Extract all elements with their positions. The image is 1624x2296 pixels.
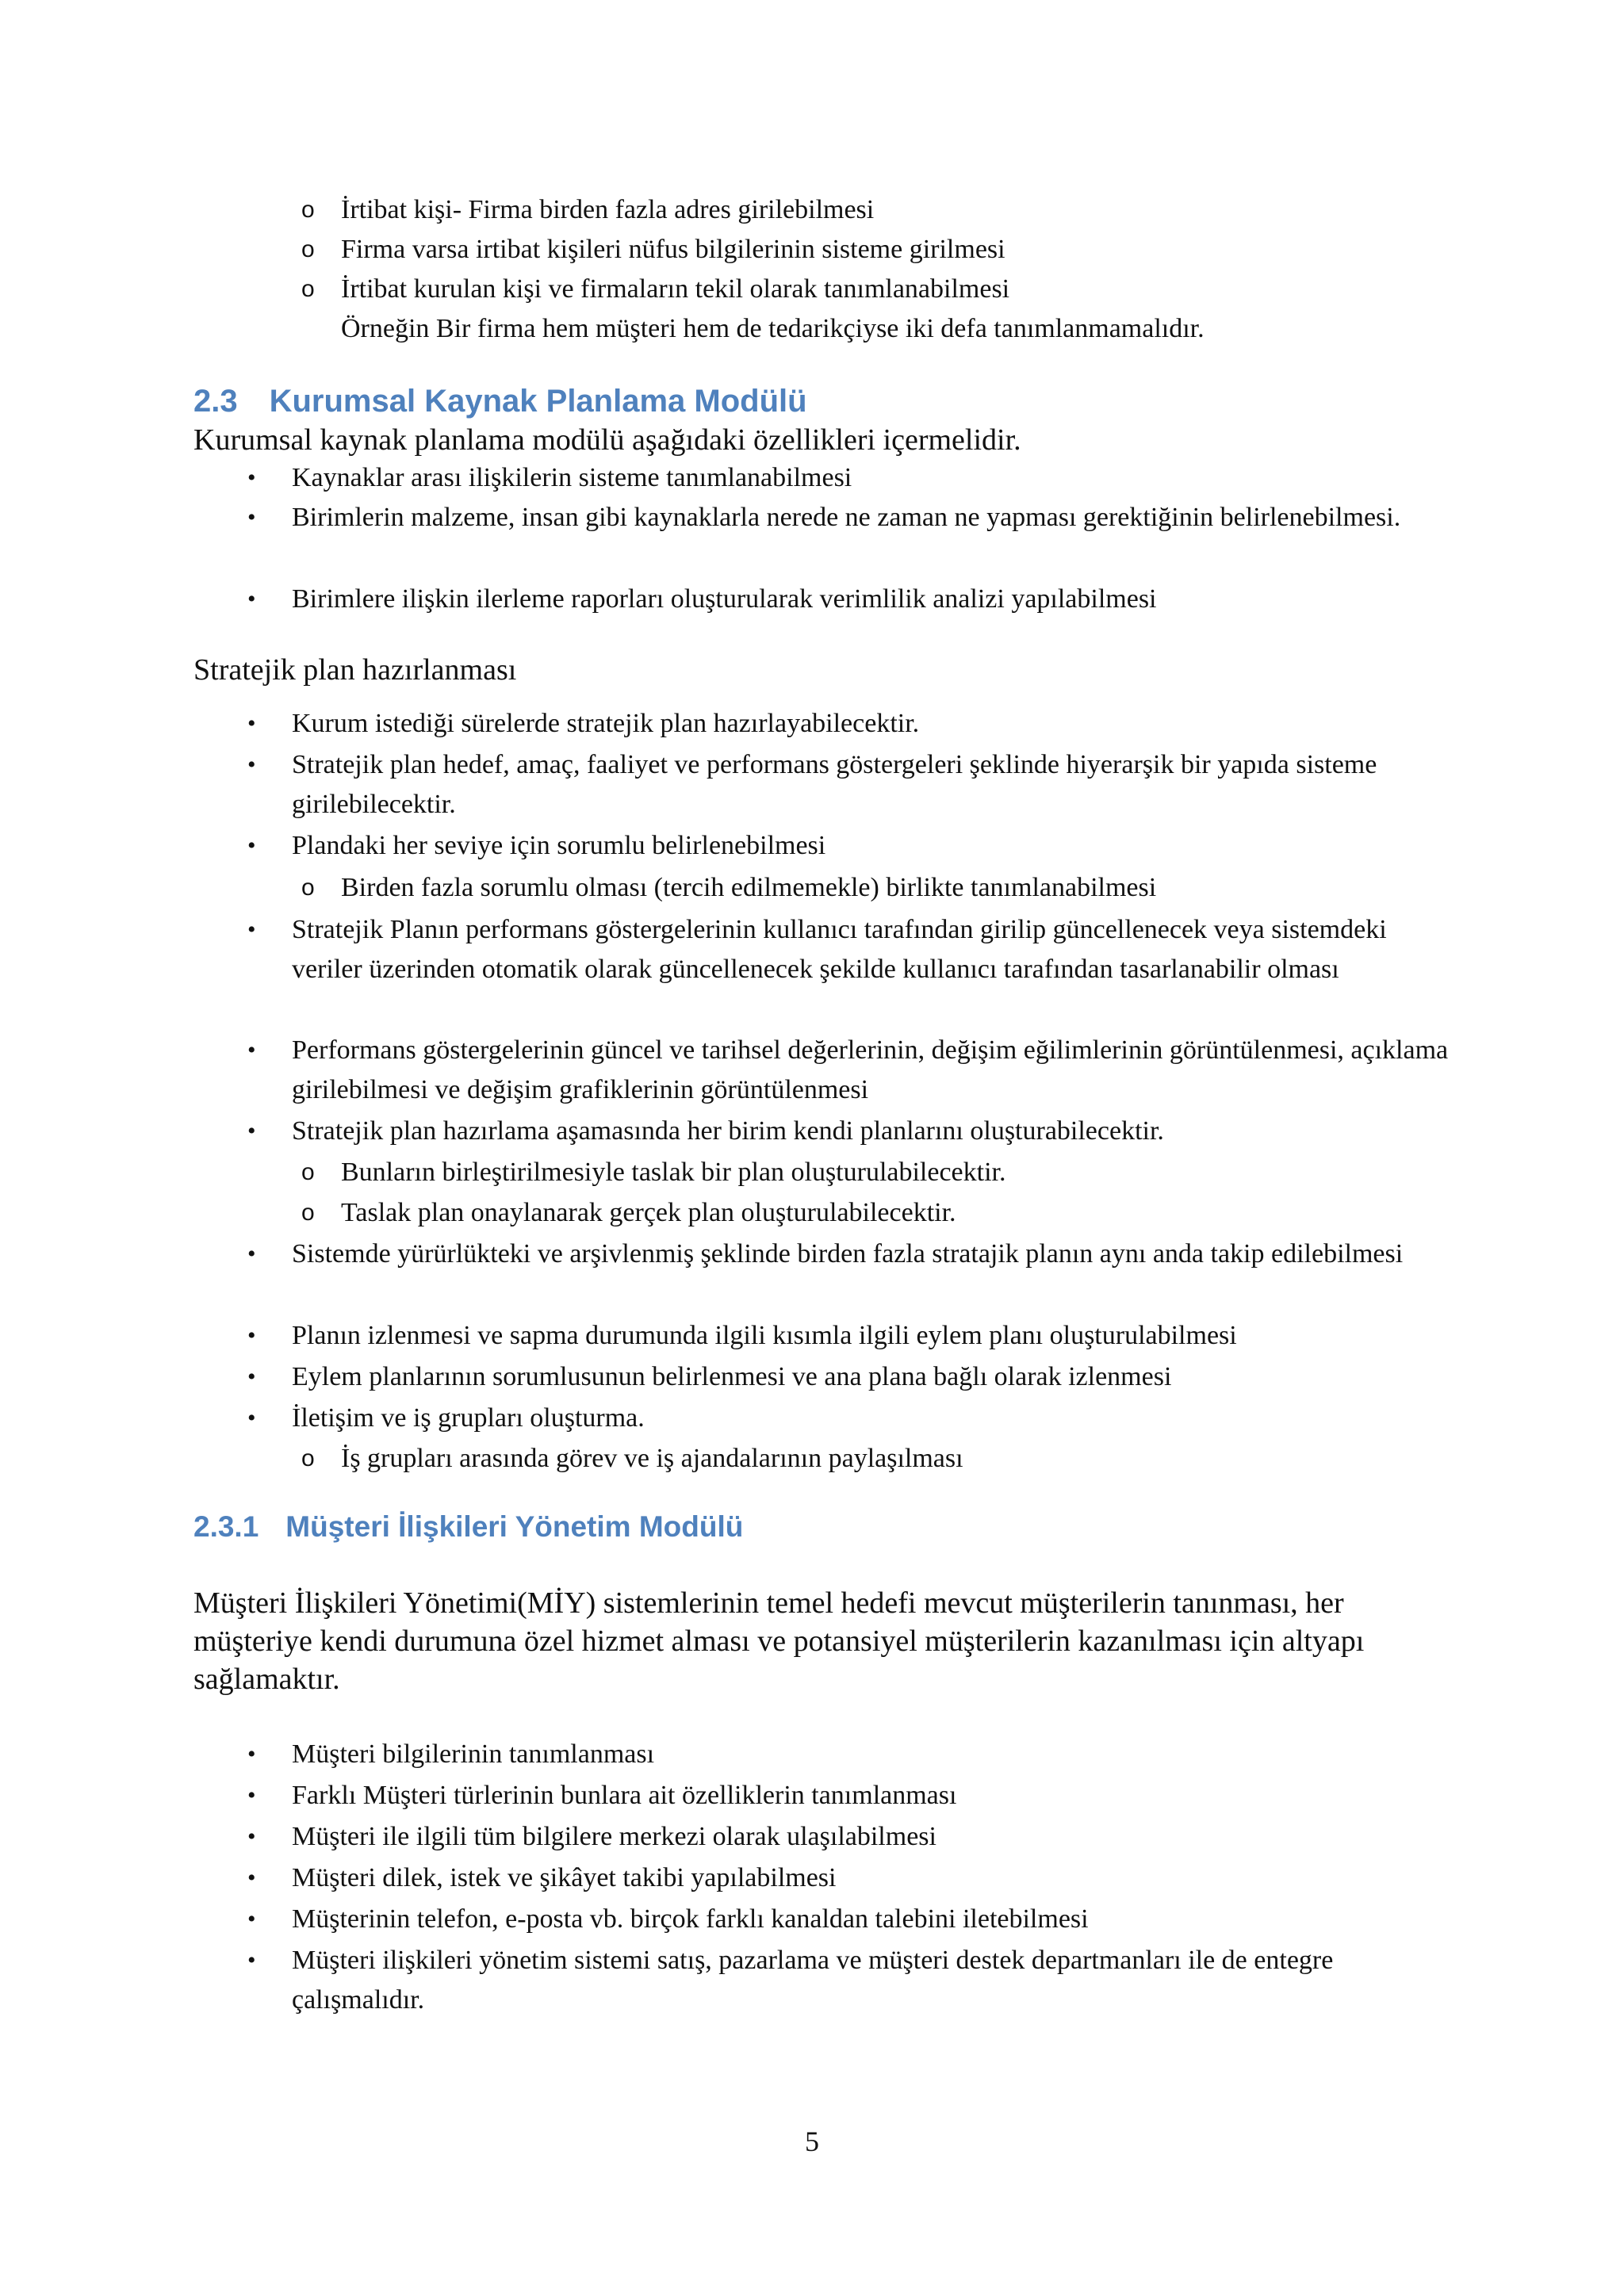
section-heading-2-3 [193,379,807,423]
list-item [247,1234,1450,1274]
list-item [247,498,1450,538]
sub-bullet-marker: o [301,1445,315,1471]
section-intro: Kurumsal kaynak planlama modülü aşağıdaki özellikleri içermelidir. [193,423,1021,457]
sub-bullet-marker: o [301,1159,315,1185]
list-item [247,1900,1450,1939]
sub-list-item [301,1153,1450,1192]
bullet-marker: • [247,1405,256,1431]
list-item [247,826,1450,866]
bullet-marker: • [247,1823,256,1850]
sub-list-item [301,1193,1450,1233]
top-note-text: Örneğin Bir firma hem müşteri hem de tedarikçiyse iki defa tanımlanmamalıdır. [341,314,1205,343]
top-sub-item [301,230,1450,270]
list-item-text: Farklı Müşteri türlerinin bunlara ait özelliklerin tanımlanması [292,1781,957,1810]
list-item [247,1399,1450,1438]
bullet-marker: • [247,1865,256,1891]
list-item-text: Stratejik plan hedef, amaç, faaliyet ve performans göstergeleri şeklinde hiyerarşik bir yapıda sisteme girilebilecektir. [292,750,1377,819]
top-sub-item [301,270,1450,309]
list-item-text: Stratejik Planın performans göstergelerinin kullanıcı tarafından girilip güncellenecek veya sistemdeki veriler üzerinden otomatik olarak güncellenecek şekilde kullanıcı tarafından tasarlanabilir olması [292,915,1387,984]
list-item [247,1776,1450,1816]
list-item [247,580,1450,619]
bullet-marker: • [247,1118,256,1144]
list-item-text: Sistemde yürürlükteki ve arşivlenmiş şeklinde birden fazla stratajik planın aynı anda takip edilebilmesi [292,1239,1404,1269]
sub-bullet-marker: o [301,197,315,223]
bullet-marker: • [247,465,256,491]
bullet-marker: • [247,916,256,943]
bullet-marker: • [247,504,256,530]
list-item [247,1817,1450,1857]
top-note [341,309,1450,349]
bullet-marker: • [247,1241,256,1267]
bullet-marker: • [247,1741,256,1767]
section-title: Kurumsal Kaynak Planlama Modülü [269,384,807,419]
list-item [247,1112,1450,1151]
page-number: 5 [805,2126,819,2157]
bullet-marker: • [247,1782,256,1808]
top-sub-item-text: İrtibat kurulan kişi ve firmaların tekil olarak tanımlanabilmesi [341,274,1010,304]
list-item [247,1031,1450,1110]
section-number: 2.3 [193,384,238,419]
section-intro: Müşteri İlişkileri Yönetimi(MİY) sistemlerinin temel hedefi mevcut müşterilerin tanınması, her müşteriye kendi durumuna özel hizmet alması ve potansiyel müşterilerin kazanılması için altyapı sağlamaktır. [193,1586,1365,1696]
bullet-marker: • [247,1322,256,1349]
list-item-text: Müşterinin telefon, e-posta vb. birçok farklı kanaldan talebini iletebilmesi [292,1904,1089,1934]
sub-bullet-marker: o [301,874,315,901]
strategic-heading: Stratejik plan hazırlanması [193,653,517,687]
list-item-text: Müşteri bilgilerinin tanımlanması [292,1739,655,1769]
list-item-text: Kurum istediği sürelerde stratejik plan hazırlayabilecektir. [292,709,920,738]
list-item-text: Stratejik plan hazırlama aşamasında her birim kendi planlarını oluşturabilecektir. [292,1116,1164,1146]
sub-list-item-text: Taslak plan onaylanarak gerçek plan oluşturulabilecektir. [341,1198,956,1227]
list-item [247,1316,1450,1356]
list-item [247,1735,1450,1774]
sub-list-item-text: Bunların birleştirilmesiyle taslak bir plan oluşturulabilecektir. [341,1158,1006,1187]
bullet-marker: • [247,1947,256,1973]
list-item-text: Müşteri dilek, istek ve şikâyet takibi yapılabilmesi [292,1863,837,1892]
list-item-text: Kaynaklar arası ilişkilerin sisteme tanımlanabilmesi [292,463,852,492]
sub-list-item-text: Birden fazla sorumlu olması (tercih edilmemekle) birlikte tanımlanabilmesi [341,873,1157,902]
sub-list-item [301,1439,1450,1479]
sub-bullet-marker: o [301,276,315,302]
list-item [247,745,1450,825]
bullet-marker: • [247,832,256,859]
bullet-marker: • [247,1906,256,1932]
list-item-text: Birimlerin malzeme, insan gibi kaynaklarla nerede ne zaman ne yapması gerektiğinin belirlenebilmesi. [292,503,1401,532]
section-title: Müşteri İlişkileri Yönetim Modülü [285,1510,744,1543]
bullet-marker: • [247,752,256,778]
list-item-text: İletişim ve iş grupları oluşturma. [292,1403,645,1433]
list-item-text: Müşteri ilişkileri yönetim sistemi satış, pazarlama ve müşteri destek departmanları ile de entegre çalışmalıdır. [292,1946,1334,2015]
sub-bullet-marker: o [301,1200,315,1226]
list-item-text: Birimlere ilişkin ilerleme raporları oluşturularak verimlilik analizi yapılabilmesi [292,584,1157,614]
bullet-marker: • [247,1037,256,1063]
list-item-text: Performans göstergelerinin güncel ve tarihsel değerlerinin, değişim eğilimlerinin görüntülenmesi, açıklama girilebilmesi ve değişim grafiklerinin görüntülenmesi [292,1035,1449,1104]
bullet-marker: • [247,710,256,737]
sub-list-item-text: İş grupları arasında görev ve iş ajandalarının paylaşılması [341,1444,963,1473]
section-heading-2-3-1 [193,1506,743,1548]
list-item [247,910,1450,989]
top-sub-item [301,190,1450,230]
list-item-text: Eylem planlarının sorumlusunun belirlenmesi ve ana plana bağlı olarak izlenmesi [292,1362,1172,1391]
sub-list-item [301,868,1450,908]
list-item [247,704,1450,744]
bullet-marker: • [247,1364,256,1390]
top-sub-item-text: Firma varsa irtibat kişileri nüfus bilgilerinin sisteme girilmesi [341,235,1005,264]
sub-bullet-marker: o [301,236,315,262]
section-number: 2.3.1 [193,1510,259,1543]
bullet-marker: • [247,586,256,612]
list-item [247,1858,1450,1898]
list-item-text: Planın izlenmesi ve sapma durumunda ilgili kısımla ilgili eylem planı oluşturulabilmesi [292,1321,1237,1350]
list-item [247,458,1450,498]
top-sub-item-text: İrtibat kişi- Firma birden fazla adres girilebilmesi [341,195,875,224]
list-item [247,1941,1450,2020]
list-item-text: Plandaki her seviye için sorumlu belirlenebilmesi [292,831,826,860]
list-item [247,1357,1450,1397]
list-item-text: Müşteri ile ilgili tüm bilgilere merkezi olarak ulaşılabilmesi [292,1822,936,1851]
